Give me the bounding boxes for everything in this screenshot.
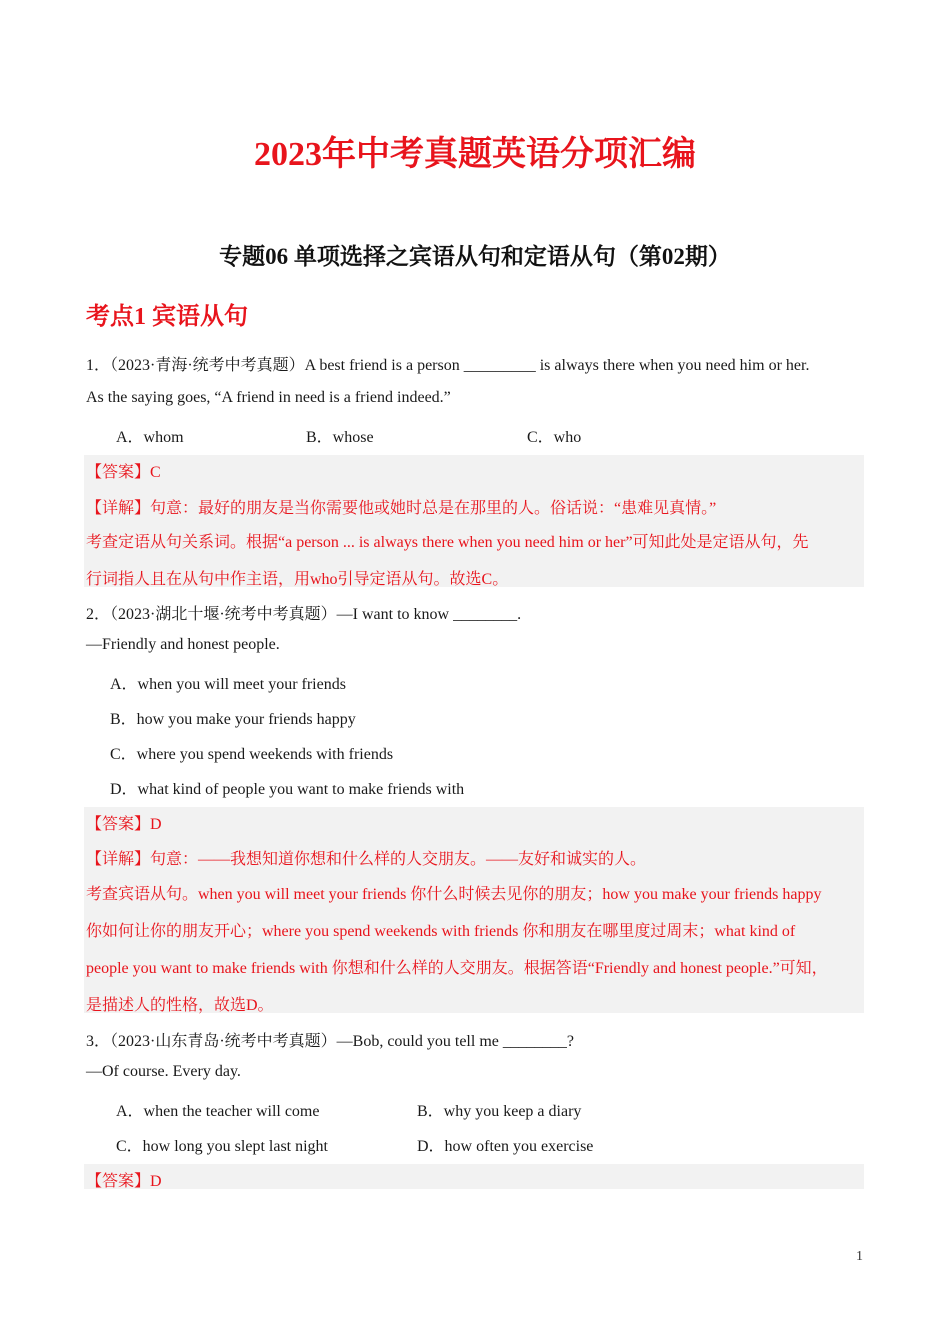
q2-option-b: B．how you make your friends happy [110, 711, 356, 728]
q2-answer-box [84, 807, 864, 1013]
q3-option-b: B．why you keep a diary [417, 1103, 582, 1120]
q3-stem-line2: —Of course. Every day. [86, 1063, 241, 1080]
q1-detail-line2: 考查定语从句关系词。根据“a person ... is always there when you need him or her”可知此处是定语从句，先 [86, 534, 809, 551]
section-heading: 考点1 宾语从句 [86, 304, 248, 330]
q3-answer-box [84, 1164, 864, 1189]
page-number: 1 [856, 1249, 863, 1264]
q2-option-c: C．where you spend weekends with friends [110, 746, 394, 763]
q1-stem-line2: As the saying goes, “A friend in need is a friend indeed.” [86, 389, 451, 406]
q1-option-c: C．who [527, 429, 582, 446]
q1-stem-line1: 1．（2023·青海·统考中考真题）A best friend is a person _________ is always there when you need him or her. [86, 357, 810, 374]
q3-stem-line1: 3．（2023·山东青岛·统考中考真题）—Bob, could you tell me ________? [86, 1033, 574, 1050]
q2-detail-line3: 你如何让你的朋友开心；where you spend weekends with friends 你和朋友在哪里度过周末；what kind of [86, 923, 796, 940]
q2-detail-line1: 【详解】句意：——我想知道你想和什么样的人交朋友。——友好和诚实的人。 [86, 851, 647, 868]
q2-detail-line2: 考查宾语从句。when you will meet your friends 你什么时候去见你的朋友；how you make your friends happy [86, 886, 822, 903]
q2-detail-line5: 是描述人的性格，故选D。 [86, 997, 274, 1014]
q1-answer-box [84, 455, 864, 587]
q2-option-a: A．when you will meet your friends [110, 676, 346, 693]
q2-stem-line2: —Friendly and honest people. [86, 636, 280, 653]
q1-detail-line3: 行词指人且在从句中作主语，用who引导定语从句。故选C。 [86, 571, 509, 588]
q1-option-a: A．whom [116, 429, 184, 446]
document-subtitle: 专题06 单项选择之宾语从句和定语从句（第02期） [219, 244, 731, 269]
q1-option-b: B．whose [306, 429, 374, 446]
q1-answer: 【答案】C [86, 464, 161, 481]
q2-detail-line4: people you want to make friends with 你想和什么样的人交朋友。根据答语“Friendly and honest people.”可知， [86, 960, 828, 977]
q1-detail-line1: 【详解】句意：最好的朋友是当你需要他或她时总是在那里的人。俗话说：“患难见真情。” [86, 500, 717, 517]
document-title: 2023年中考真题英语分项汇编 [254, 136, 696, 173]
q2-option-d: D．what kind of people you want to make friends with [110, 781, 465, 798]
q2-stem-line1: 2．（2023·湖北十堰·统考中考真题）—I want to know ________. [86, 606, 522, 623]
q3-option-d: D．how often you exercise [417, 1138, 594, 1155]
q3-option-a: A．when the teacher will come [116, 1103, 320, 1120]
q3-option-c: C．how long you slept last night [116, 1138, 329, 1155]
q2-answer: 【答案】D [86, 816, 162, 833]
q3-answer: 【答案】D [86, 1173, 162, 1190]
